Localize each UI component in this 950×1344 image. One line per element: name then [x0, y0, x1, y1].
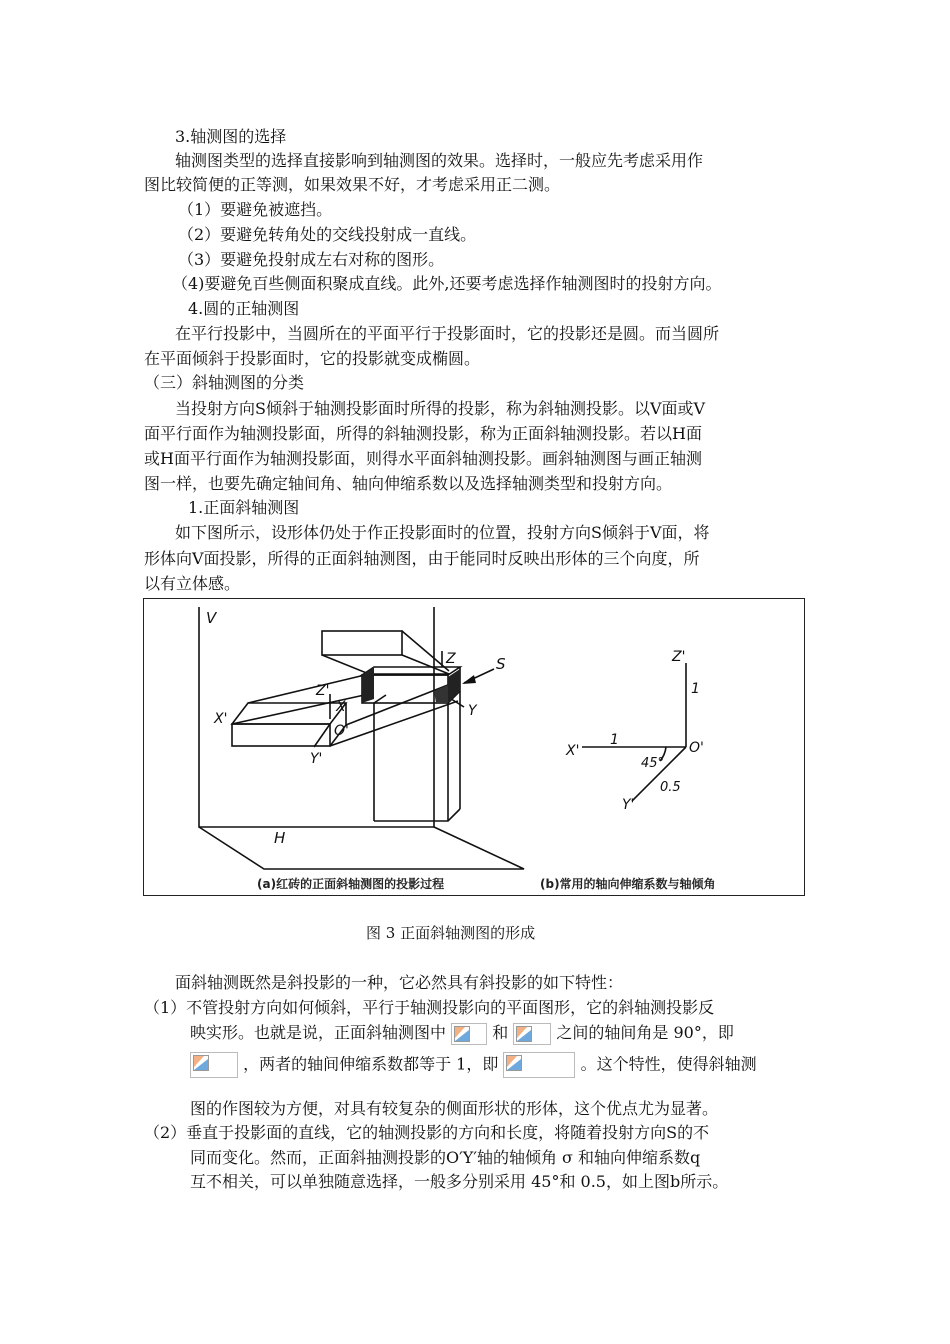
figure-caption-a: (a)红砖的正面斜轴测图的投影过程 [257, 877, 445, 891]
broken-image-icon [513, 1023, 551, 1045]
list-item: （2）要避免转角处的交线投射成一直线。 [178, 225, 477, 244]
section-title-axonometric-choice: 3.轴测图的选择 [175, 127, 287, 146]
paragraph-line: 当投射方向S倾斜于轴测投影面时所得的投影，称为斜轴测投影。以V面或V [175, 399, 706, 418]
text-run: 和 [492, 1023, 509, 1042]
paragraph-line: 或H面平行面作为轴测投影面，则得水平面斜轴测投影。画斜轴测图与画正轴测 [144, 449, 702, 468]
label-x: X [336, 699, 346, 715]
figure-caption-b: (b)常用的轴向伸缩系数与轴倾角 [540, 877, 716, 891]
list-item: （1）要避免被遮挡。 [178, 200, 333, 219]
section-title-circle: 4.圆的正轴测图 [188, 299, 300, 318]
figure-drawing [144, 599, 806, 897]
paragraph-line: 如下图所示，设形体仍处于作正投影面时的位置，投射方向S倾斜于V面，将 [175, 523, 710, 542]
figure-caption: 图 3 正面斜轴测图的形成 [366, 924, 536, 942]
paragraph-line: 形体向V面投影，所得的正面斜轴测图，由于能同时反映出形体的三个向度，所 [144, 549, 700, 568]
paragraph-line: 在平行投影中，当圆所在的平面平行于投影面时，它的投影还是圆。而当圆所 [175, 324, 720, 343]
figure-frontal-oblique [143, 598, 805, 896]
right-coef-z: 1 [691, 681, 700, 697]
right-label-x-prime: X' [566, 743, 580, 759]
paragraph-line: 互不相关，可以单独随意选择，一般多分别采用 45°和 0.5，如上图b所示。 [190, 1172, 729, 1191]
paragraph-line [190, 1022, 734, 1045]
right-label-z-prime: Z' [672, 649, 686, 665]
text-run: 。这个特性，使得斜轴测 [580, 1054, 757, 1074]
paragraph-line: 在平面倾斜于投影面时，它的投影就变成椭圆。 [144, 349, 481, 368]
list-item: （2）垂直于投影面的直线，它的轴测投影的方向和长度，将随着投射方向S的不 [144, 1123, 710, 1142]
section-title-oblique-classification: （三）斜轴测图的分类 [144, 373, 305, 392]
text-run: 之间的轴间角是 90°，即 [556, 1023, 734, 1042]
right-coef-x: 1 [610, 732, 619, 748]
text-run: 映实形。也就是说，正面斜轴测图中 [190, 1023, 447, 1042]
label-x-prime: X' [214, 711, 228, 727]
label-z-prime: Z' [316, 683, 330, 699]
broken-image-icon [503, 1052, 575, 1078]
label-h-plane: H [274, 829, 286, 847]
paragraph-line [190, 1052, 757, 1078]
right-angle-label: 45° [641, 756, 665, 771]
broken-image-icon [451, 1023, 487, 1045]
paragraph-line: 图的作图较为方便，对具有较复杂的侧面形状的形体，这个优点尤为显著。 [190, 1099, 719, 1118]
list-item: （1）不管投射方向如何倾斜，平行于轴测投影向的平面图形，它的斜轴测投影反 [144, 998, 715, 1017]
right-coef-y: 0.5 [660, 780, 681, 795]
label-v-plane: V [206, 609, 217, 627]
label-y-prime: Y' [310, 751, 323, 767]
right-label-o-prime: O' [689, 740, 704, 756]
label-o-prime: O' [334, 723, 349, 739]
paragraph-line: 以有立体感。 [144, 574, 241, 593]
label-y: Y [468, 703, 477, 719]
broken-image-icon [190, 1052, 238, 1078]
paragraph-line: 同而变化。然而，正面斜抽测投影的O′Y′轴的轴倾角 σ 和轴向伸缩系数q [190, 1148, 701, 1167]
paragraph-line: 图比较简便的正等测，如果效果不好，才考虑采用正二测。 [144, 175, 561, 194]
label-z: Z [446, 651, 456, 667]
paragraph-line: 轴测图类型的选择直接影响到轴测图的效果。选择时，一般应先考虑采用作 [175, 151, 704, 170]
list-item: （3）要避免投射成左右对称的图形。 [178, 250, 445, 269]
right-label-y-prime: Y' [622, 797, 635, 813]
label-s-direction: S [496, 655, 506, 673]
text-run: ，两者的轴间伸缩系数都等于 1，即 [243, 1054, 499, 1074]
paragraph-line: 面斜轴测既然是斜投影的一种，它必然具有斜投影的如下特性： [175, 973, 624, 992]
paragraph-line: 面平行面作为轴测投影面，所得的斜轴测投影，称为正面斜轴测投影。若以H面 [144, 424, 702, 443]
list-item: （4)要避免百些侧面积聚成直线。此外,还要考虑选择作轴测图时的投射方向。 [172, 274, 722, 293]
paragraph-line: 图一样，也要先确定轴间角、轴向伸缩系数以及选择轴测类型和投射方向。 [144, 474, 673, 493]
section-title-frontal-oblique: 1.正面斜轴测图 [188, 498, 300, 517]
